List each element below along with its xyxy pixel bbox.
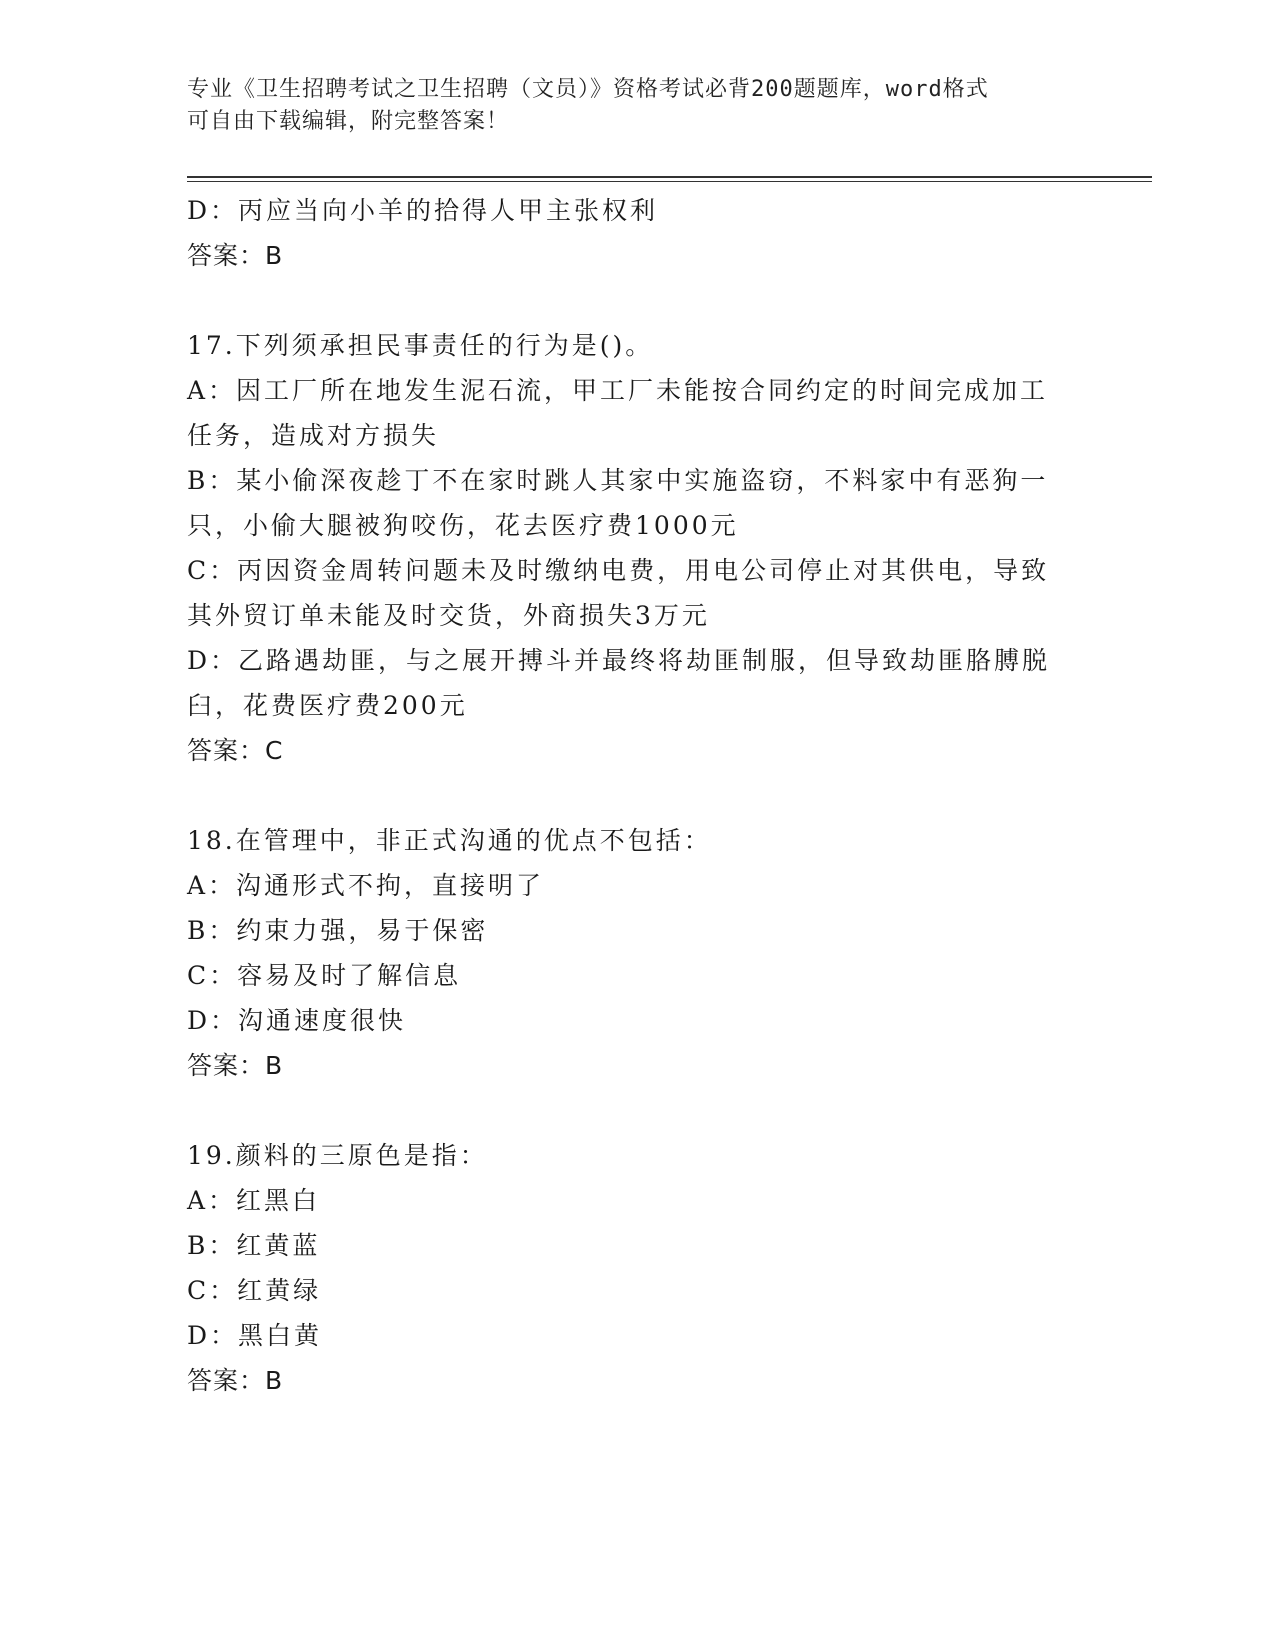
answer-label: 答案：B <box>187 241 284 270</box>
question-block-17 <box>187 323 1087 773</box>
document-header <box>187 74 1067 138</box>
spacer <box>187 278 1087 323</box>
question-stem: 18.在管理中，非正式沟通的优点不包括： <box>187 826 712 855</box>
header-line-2: 可自由下载编辑，附完整答案！ <box>187 109 510 134</box>
header-line-1: 专业《卫生招聘考试之卫生招聘（文员）》资格考试必背200题题库，word格式 <box>187 77 989 102</box>
option-c: C：容易及时了解信息 <box>187 961 462 990</box>
option-a: A：因工厂所在地发生泥石流，甲工厂未能按合同约定的时间完成加工 <box>187 376 1049 405</box>
option-a-continued: 任务，造成对方损失 <box>187 421 440 450</box>
option-c: C：红黄绿 <box>187 1276 322 1305</box>
question-block-18 <box>187 818 1087 1088</box>
answer-label: 答案：B <box>187 1366 284 1395</box>
question-block-16-continuation <box>187 188 1087 278</box>
option-d: D：乙路遇劫匪，与之展开搏斗并最终将劫匪制服，但导致劫匪胳膊脱 <box>187 646 1051 675</box>
option-d: D：丙应当向小羊的拾得人甲主张权利 <box>187 196 659 225</box>
spacer <box>187 773 1087 818</box>
option-a: A：沟通形式不拘，直接明了 <box>187 871 545 900</box>
header-divider-thin <box>187 181 1152 182</box>
option-b-continued: 只，小偷大腿被狗咬伤，花去医疗费1000元 <box>187 511 739 540</box>
question-stem: 19.颜料的三原色是指： <box>187 1141 488 1170</box>
question-stem: 17.下列须承担民事责任的行为是()。 <box>187 331 654 360</box>
answer-label: 答案：B <box>187 1051 284 1080</box>
option-c: C：丙因资金周转问题未及时缴纳电费，用电公司停止对其供电，导致 <box>187 556 1050 585</box>
spacer <box>187 1088 1087 1133</box>
question-block-19 <box>187 1133 1087 1403</box>
header-divider <box>187 176 1152 178</box>
option-b: B：红黄蓝 <box>187 1231 321 1260</box>
option-a: A：红黑白 <box>187 1186 321 1215</box>
option-b: B：某小偷深夜趁丁不在家时跳人其家中实施盗窃，不料家中有恶狗一 <box>187 466 1049 495</box>
answer-label: 答案：C <box>187 736 284 765</box>
option-b: B：约束力强，易于保密 <box>187 916 489 945</box>
option-c-continued: 其外贸订单未能及时交货，外商损失3万元 <box>187 601 710 630</box>
option-d: D：黑白黄 <box>187 1321 323 1350</box>
option-d-continued: 臼，花费医疗费200元 <box>187 691 468 720</box>
option-d: D：沟通速度很快 <box>187 1006 407 1035</box>
question-list <box>187 188 1087 1403</box>
